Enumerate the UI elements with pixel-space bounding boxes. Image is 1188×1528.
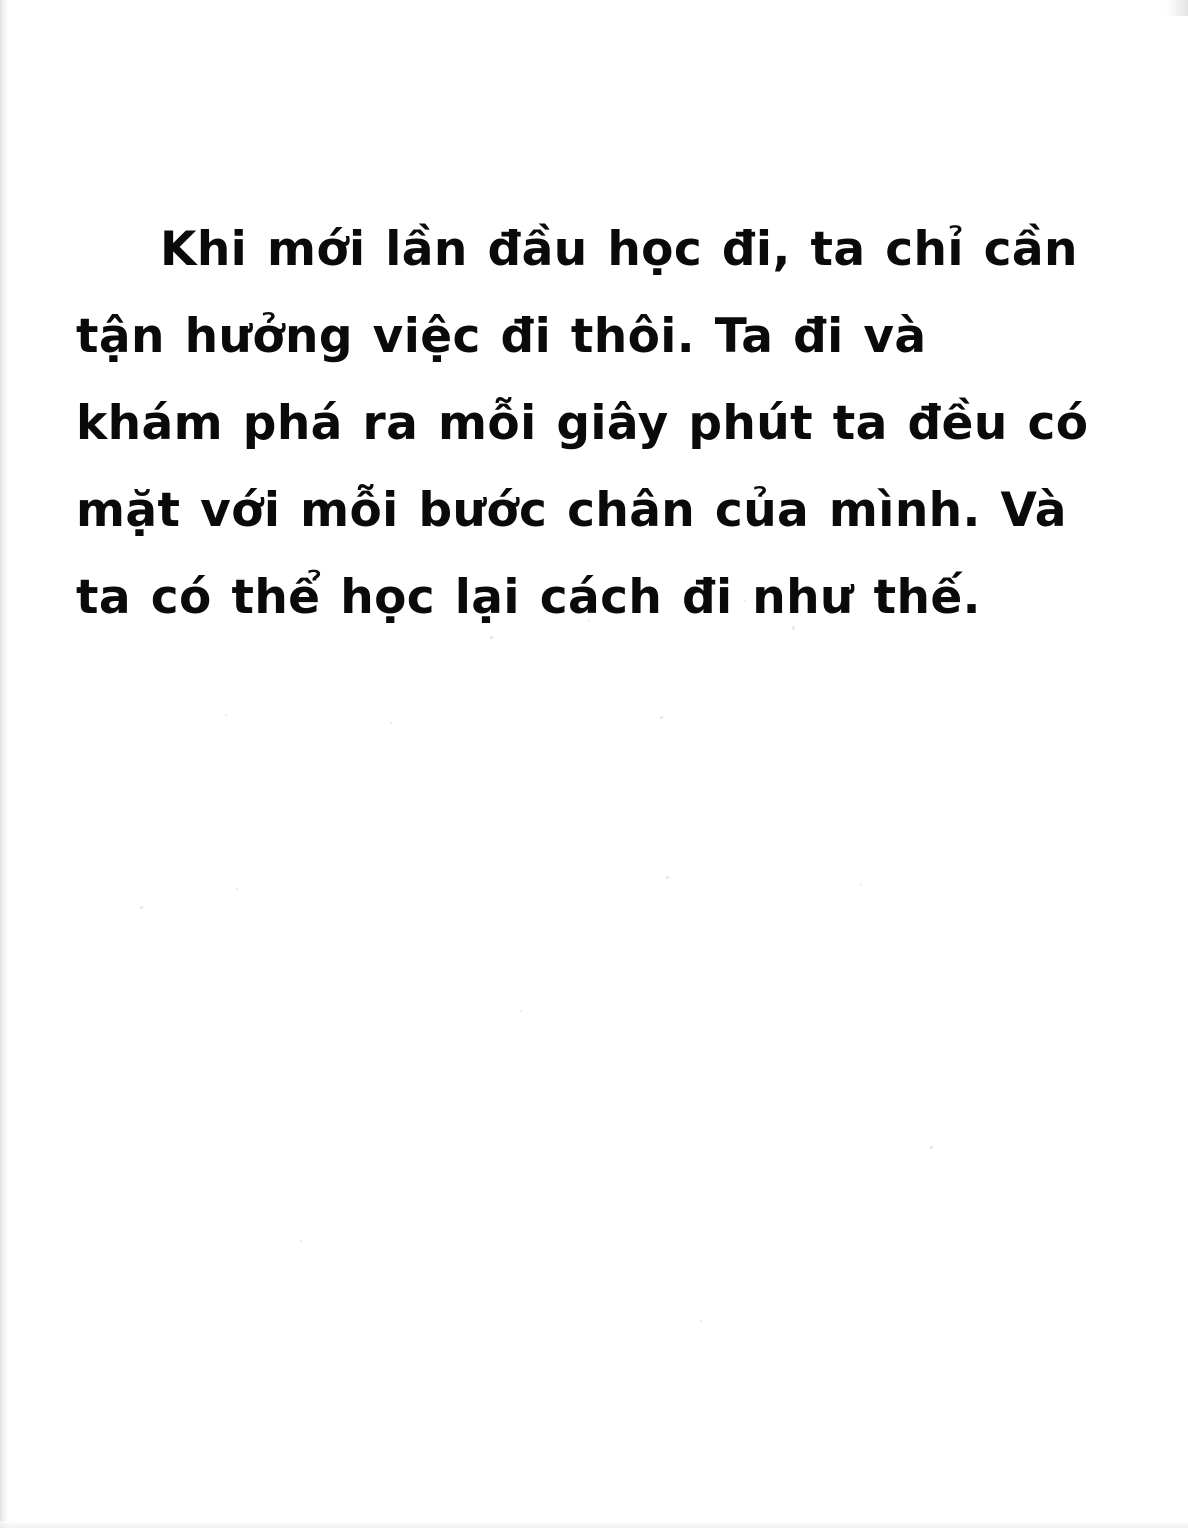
scan-edge-artifact-left <box>0 0 9 1528</box>
scan-edge-artifact-bottom <box>0 1521 1188 1528</box>
page-text-block <box>76 206 1092 641</box>
body-paragraph: Khi mới lần đầu học đi, ta chỉ cần tận hưởng việc đi thôi. Ta đi và khám phá ra mỗi giây phút ta đều có mặt với mỗi bước chân của mình. Và ta có thể học lại cách đi như thế. <box>76 222 1089 625</box>
scan-edge-artifact-top-right <box>1166 0 1188 16</box>
